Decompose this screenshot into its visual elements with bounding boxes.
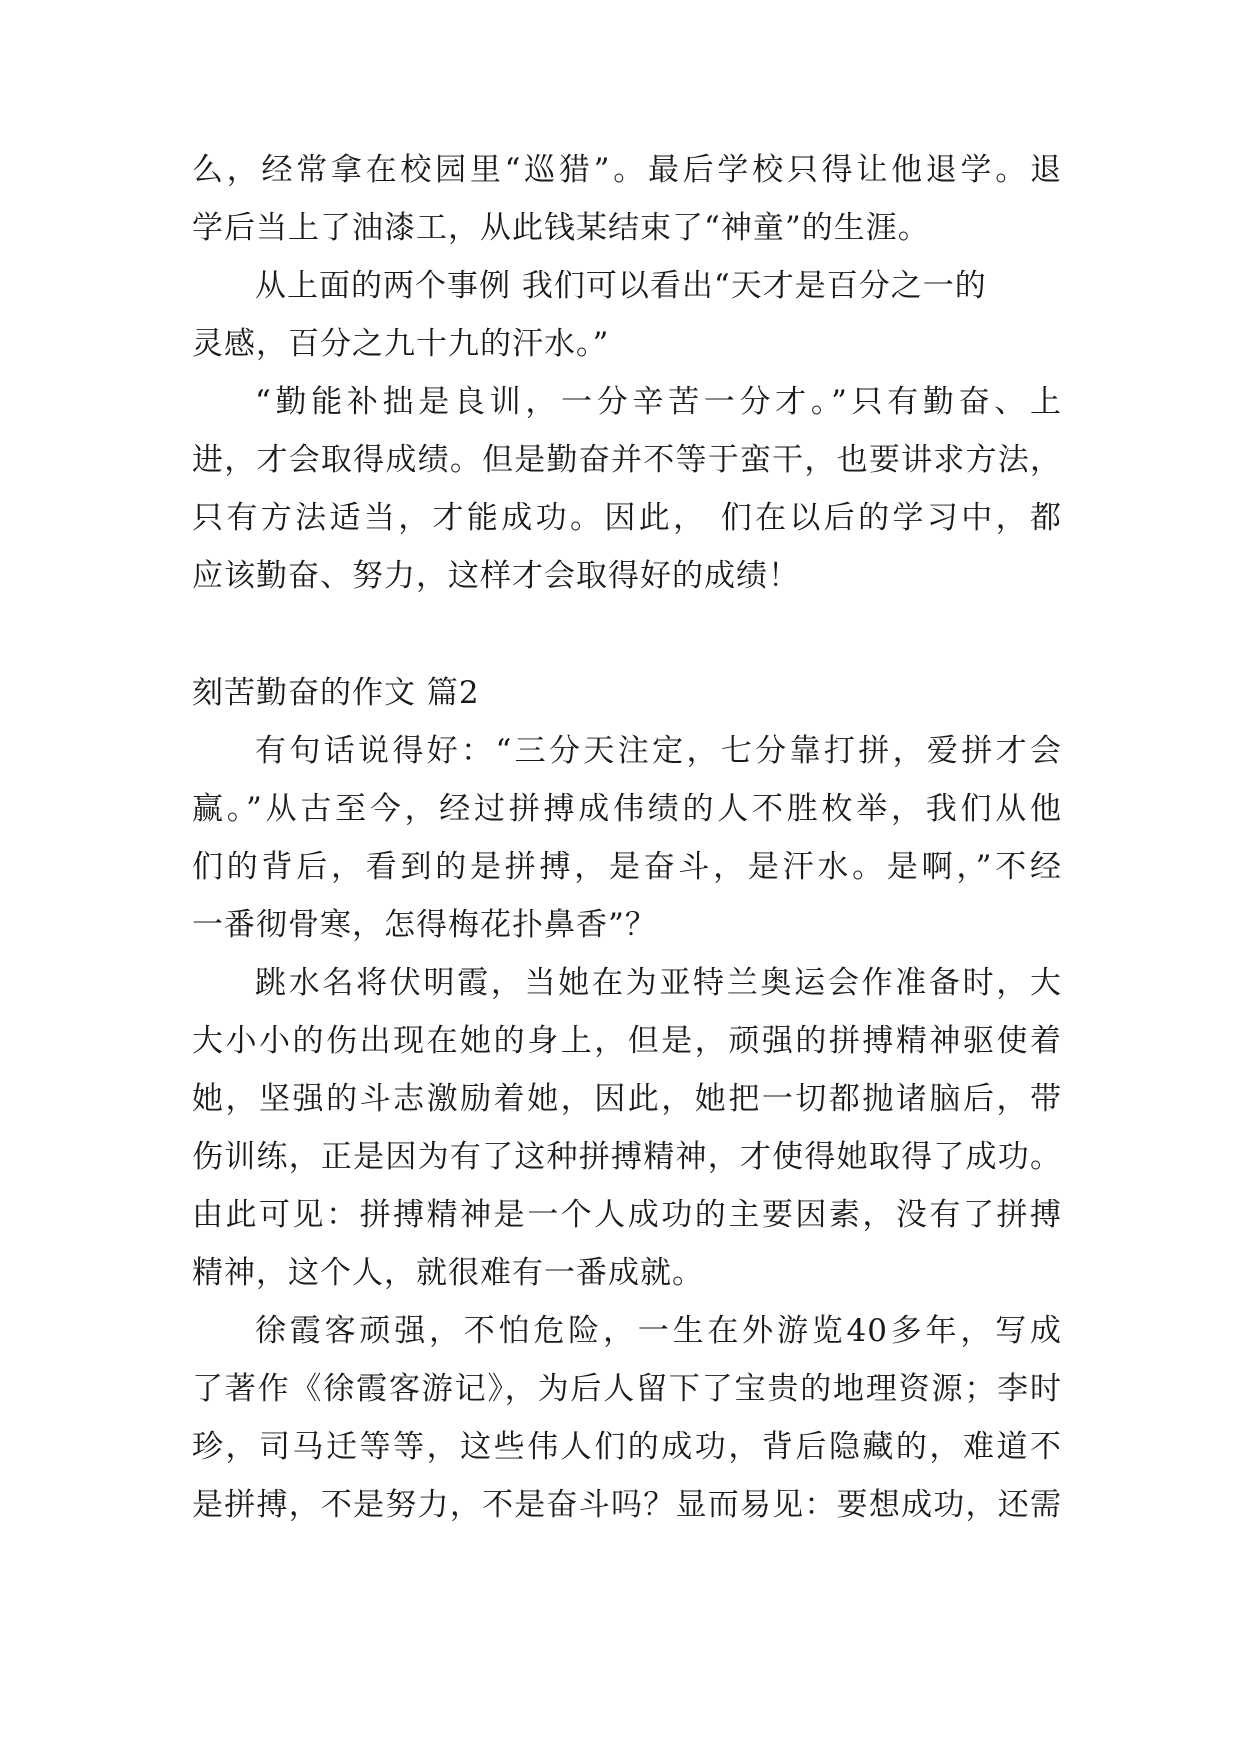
text-line: 一番彻骨寒，怎得梅花扑鼻香”？ bbox=[192, 907, 657, 943]
text-line: 从上面的两个事例 我们可以看出“天才是百分之一的 bbox=[255, 268, 987, 304]
text-line: 学后当上了油漆工，从此钱某结束了“神童”的生涯。 bbox=[192, 210, 930, 246]
text-line: 了著作《徐霞客游记》，为后人留下了宝贵的地理资源；李时 bbox=[192, 1371, 1062, 1407]
section-heading: 刻苦勤奋的作文 篇2 bbox=[192, 675, 480, 711]
text-line: 她，坚强的斗志激励着她，因此，她把一切都抛诸脑后，带 bbox=[192, 1081, 1062, 1117]
text-line: 灵感，百分之九十九的汗水。” bbox=[192, 326, 610, 362]
text-line: 徐霞客顽强，不怕危险，一生在外游览40多年，写成 bbox=[255, 1313, 1062, 1349]
text-line: “勤能补拙是良训，一分辛苦一分才。”只有勤奋、上 bbox=[255, 384, 1062, 420]
text-line: 是拼搏，不是努力，不是奋斗吗？显而易见：要想成功，还需 bbox=[192, 1487, 1062, 1523]
text-line: 大小小的伤出现在她的身上，但是，顽强的拼搏精神驱使着 bbox=[192, 1023, 1062, 1059]
text-line: 跳水名将伏明霞，当她在为亚特兰奥运会作准备时，大 bbox=[255, 965, 1062, 1001]
text-line: 只有方法适当，才能成功。因此， 们在以后的学习中，都 bbox=[192, 500, 1062, 536]
text-line: 赢。”从古至今，经过拼搏成伟绩的人不胜枚举，我们从他 bbox=[192, 791, 1062, 827]
text-line: 有句话说得好：“三分天注定，七分靠打拼，爱拼才会 bbox=[255, 733, 1062, 769]
text-line: 应该勤奋、努力，这样才会取得好的成绩！ bbox=[192, 558, 800, 594]
text-line: 精神，这个人，就很难有一番成就。 bbox=[192, 1255, 704, 1291]
text-line: 进，才会取得成绩。但是勤奋并不等于蛮干，也要讲求方法， bbox=[192, 442, 1062, 478]
text-line: 伤训练，正是因为有了这种拼搏精神，才使得她取得了成功。 bbox=[192, 1139, 1062, 1175]
text-line: 么，经常拿在校园里“巡猎”。最后学校只得让他退学。退 bbox=[192, 152, 1062, 188]
text-line: 由此可见：拼搏精神是一个人成功的主要因素，没有了拼搏 bbox=[192, 1197, 1062, 1233]
text-line: 珍，司马迁等等，这些伟人们的成功，背后隐藏的，难道不 bbox=[192, 1429, 1062, 1465]
text-line: 们的背后，看到的是拼搏，是奋斗，是汗水。是啊，”不经 bbox=[192, 849, 1062, 885]
